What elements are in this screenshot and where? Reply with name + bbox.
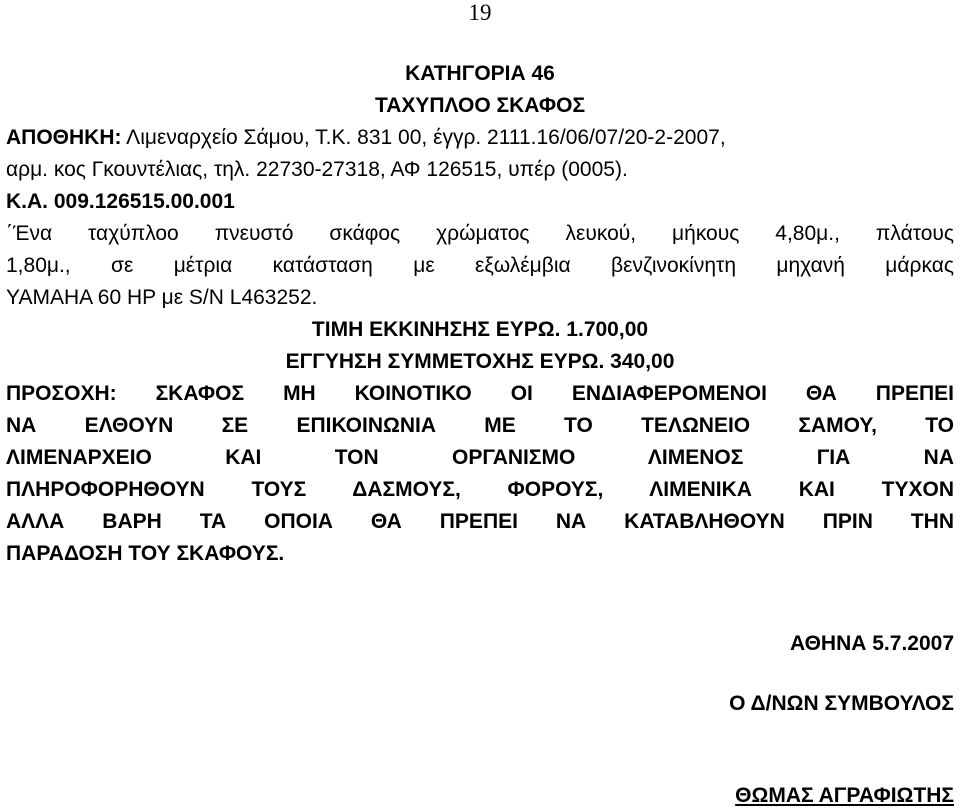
storage-line-1 <box>6 122 954 154</box>
storage-details: Λιμεναρχείο Σάμου, Τ.Κ. 831 00, έγγρ. 2111.16/06/07/20-2-2007, <box>121 126 726 149</box>
notice-line-6: ΠΑΡΑΔΟΣΗ ΤΟΥ ΣΚΑΦΟΥΣ. <box>6 542 285 565</box>
storage-label: ΑΠΟΘΗΚΗ: <box>6 126 122 149</box>
starting-price: ΤΙΜΗ ΕΚΚΙΝΗΣΗΣ ΕΥΡΩ. 1.700,00 <box>311 318 649 341</box>
notice-line-3: ΛΙΜΕΝΑΡΧΕΙΟ ΚΑΙ ΤΟΝ ΟΡΓΑΝΙΣΜΟ ΛΙΜΕΝΟΣ ΓΙΑ ΝΑ <box>6 446 954 469</box>
item-type-heading: ΤΑΧΥΠΛΟΟ ΣΚΑΦΟΣ <box>374 94 586 117</box>
notice-line-5: ΑΛΛΑ ΒΑΡΗ ΤΑ ΟΠΟΙΑ ΘΑ ΠΡΕΠΕΙ ΝΑ ΚΑΤΑΒΛΗΘΟΥΝ ΠΡΙΝ ΤΗΝ <box>6 510 954 533</box>
signature-role: Ο Δ/ΝΩΝ ΣΥΜΒΟΥΛΟΣ <box>729 692 954 715</box>
notice-block <box>6 378 954 570</box>
description-line-3: YAMAHA 60 HP με S/N L463252. <box>6 286 318 309</box>
category-heading: ΚΑΤΗΓΟΡΙΑ 46 <box>405 62 555 85</box>
participation-guarantee: ΕΓΓΥΗΣΗ ΣΥΜΜΕΤΟΧΗΣ ΕΥΡΩ. 340,00 <box>285 350 675 373</box>
storage-line-2: αρμ. κος Γκουντέλιας, τηλ. 22730-27318, ΑΦ 126515, υπέρ (0005). <box>6 158 628 181</box>
notice-line-4: ΠΛΗΡΟΦΟΡΗΘΟΥΝ ΤΟΥΣ ΔΑΣΜΟΥΣ, ΦΟΡΟΥΣ, ΛΙΜΕΝΙΚΑ ΚΑΙ ΤΥΧΟΝ <box>6 478 954 501</box>
notice-line-1: ΠΡΟΣΟΧΗ: ΣΚΑΦΟΣ ΜΗ ΚΟΙΝΟΤΙΚΟ ΟΙ ΕΝΔΙΑΦΕΡΟΜΕΝΟΙ ΘΑ ΠΡΕΠΕΙ <box>6 382 954 405</box>
document-body <box>6 58 954 570</box>
page-number: 19 <box>468 0 492 25</box>
account-code: Κ.Α. 009.126515.00.001 <box>6 190 235 213</box>
signature-place-date: ΑΘΗΝΑ 5.7.2007 <box>789 632 954 655</box>
notice-line-2: ΝΑ ΕΛΘΟΥΝ ΣΕ ΕΠΙΚΟΙΝΩΝΙΑ ΜΕ ΤΟ ΤΕΛΩΝΕΙΟ ΣΑΜΟΥ, ΤΟ <box>6 414 954 437</box>
description-line-2: 1,80μ., σε μέτρια κατάσταση με εξωλέμβια βενζινοκίνητη μηχανή μάρκας <box>6 254 954 277</box>
signature-name: ΘΩΜΑΣ ΑΓΡΑΦΙΩΤΗΣ <box>735 784 954 807</box>
description-line-1: ΄Ένα ταχύπλοο πνευστό σκάφος χρώματος λευκού, μήκους 4,80μ., πλάτους <box>6 222 954 245</box>
